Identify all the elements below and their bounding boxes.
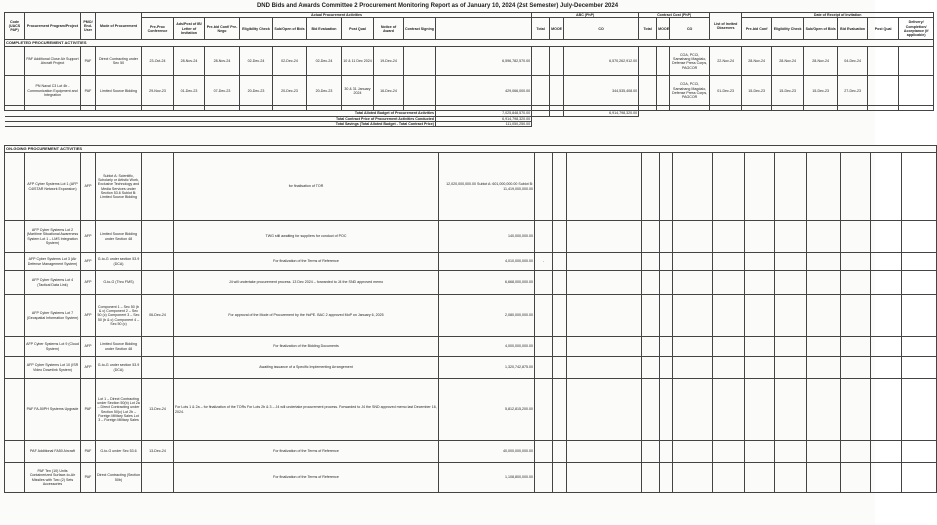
cell-mode: Limited Source Bidding under Section 48 (96, 337, 142, 357)
cell-pmo: AFP (81, 271, 96, 295)
col-contract-signing: Contract Signing (404, 18, 436, 40)
col-contract-cost: Contract Cost (PhP) (639, 13, 710, 18)
cell-preproc (142, 253, 174, 271)
cell-r-bideval: 28-Nov-24 (804, 47, 838, 76)
cell-subopen: 20-Dec-23 (273, 76, 307, 106)
cell-preproc: 13-Dec-24 (142, 379, 174, 441)
cell-postqual: 10 & 11 Dec 2024 (342, 47, 374, 76)
section-ongoing-label: ON-GOING PROCUREMENT ACTIVITIES (5, 146, 937, 153)
cell-program: AFP Cyber Systems Lot 2 (Maritime Situational Awareness System Lot 1 – LMS Integration System) (25, 221, 81, 253)
col-prebid: Pre-bid Conf/ Pre-Nego (205, 18, 240, 40)
cell-pmo: PAF (81, 463, 96, 493)
col-r-postqual: Post Qual (868, 18, 899, 40)
cell-abc-total: 5,812,815,200.00 (439, 379, 535, 441)
col-ads: Ads/Post of IB/ Letter of Invitation (174, 18, 205, 40)
report-title: DND Bids and Awards Committee 2 Procurement Monitoring Report as of January 10, 2024 (2st Semester) July-December 2024 (256, 3, 619, 9)
cell-pmo: PAF (81, 47, 96, 76)
cell-abc-total: 140,000,000.00 (439, 221, 535, 253)
cell-preproc (142, 463, 174, 493)
cell-activity-status: For approval of the Mode of Procurement by the HoPE. BAC 2 approved MoP on January 6, 2025 (174, 295, 439, 337)
cell-program: PAF Additional FA50 Aircraft (25, 441, 81, 463)
cell-mode: Limited Source Bidding (96, 76, 142, 106)
cell-pmo: AFP (81, 295, 96, 337)
total-budget-label: Total Alloted Budget of Procurement Activities (5, 111, 436, 116)
section-completed-label: COMPLETED PROCUREMENT ACTIVITIES (5, 40, 934, 47)
cell-activity-status: J4 will undertake procurement process. 13 Dec 2024 – forwarded to J4 the SND approved memo (174, 271, 439, 295)
cell-mode: Lot 1 – Direct Contracting under Section 50(b) Lot 2a – Direct Contracting under Section 50(c) Lot 2b – Foreign Military Sales Lot 3 – Foreign Military Sales (96, 379, 142, 441)
cell-abc-mooe: - (535, 253, 553, 271)
cell-observers: COA, PCCI, Samahang Magdalo, Defense Press Corps, PAGCOR (670, 47, 710, 76)
cell-abc-mooe (535, 295, 553, 337)
table-row (5, 337, 937, 357)
col-mode: Mode of Procurement (96, 13, 142, 40)
table-row (5, 253, 937, 271)
table-row (5, 379, 937, 441)
cell-cost-mooe (639, 76, 657, 106)
cell-cost-total: 6,570,262,912.00 (564, 47, 639, 76)
cell-activity-status: for finalisation of TOR (174, 153, 439, 221)
col-r-eligibility: Eligibility Check (772, 18, 804, 40)
table-row (5, 357, 937, 379)
cell-preproc: 29-Nov-23 (142, 76, 174, 106)
cell-program: PAF FA-50PH Systems Upgrade (25, 379, 81, 441)
cell-ads: 01-Dec-23 (174, 76, 205, 106)
cell-r-eligibility: 28-Nov-24 (742, 47, 772, 76)
cell-preproc: 13-Dec-24 (142, 441, 174, 463)
cell-r-eligibility: 15-Dec-23 (742, 76, 772, 106)
col-code: Code (UACS PAP) (5, 13, 25, 40)
cell-preproc: 23-Oct-24 (142, 47, 174, 76)
cell-abc-total: 12,020,000,000.00 Sublot A: 601,000,000.00 Sublot B: 11,419,000,000.00 (439, 153, 535, 221)
table-row (5, 271, 937, 295)
cell-activity-status: For finalization of the Terms of Reference (174, 441, 439, 463)
cell-abc-mooe (532, 76, 550, 106)
cell-noa: 19-Dec-24 (374, 47, 404, 76)
cell-ads: 28-Nov-24 (174, 47, 205, 76)
cell-contract-signing (404, 47, 436, 76)
cell-abc-total: 6,668,000,000.00 (439, 271, 535, 295)
cell-mode: G-to-G under Sec 53.6 (96, 441, 142, 463)
cell-mode: G-to-G under section 53.9 (DCA) (96, 253, 142, 271)
total-savings-value: 111,050,250.00 (436, 121, 532, 126)
table-row (5, 295, 937, 337)
cell-eligibility: 20-Dec-23 (240, 76, 273, 106)
table-row (5, 47, 934, 76)
total-budget-cost: 6,914,798,320.00 (564, 111, 639, 116)
table-row (5, 153, 937, 221)
cell-preproc (142, 221, 174, 253)
cell-activity-status: Awaiting issuance of a Specific Implementing Arrangement (174, 357, 439, 379)
col-cost-mooe: MOOE (657, 18, 670, 40)
cell-activity-status: For finalization of the Bidding Documents (174, 337, 439, 357)
cell-abc-total: 4,000,000,000.00 (439, 337, 535, 357)
col-r-subopen: Sub/Open of Bids (804, 18, 838, 40)
cell-abc-mooe (535, 357, 553, 379)
cell-abc-total: 4,010,000,000.00 (439, 253, 535, 271)
col-program: Procurement Program/Project (25, 13, 81, 40)
cell-preproc (142, 357, 174, 379)
cell-r-subopen: 15-Dec-23 (772, 76, 804, 106)
cell-abc-mooe (535, 463, 553, 493)
cell-prebid: 28-Nov-24 (205, 47, 240, 76)
cell-cost-mooe (639, 47, 657, 76)
cell-pmo: AFP (81, 221, 96, 253)
cell-program: AFP Cyber Systems Lot 7 (Geospatial Information System) (25, 295, 81, 337)
cell-program: AFP Cyber Systems Lot 4 (Tactical Data Link) (25, 271, 81, 295)
total-budget-value: 7,025,848,570.00 (436, 111, 532, 116)
cell-program: AFP Cyber Systems Lot 1 (AFP C4ISTAR Network Expansion) (25, 153, 81, 221)
cell-mode: Sublot A: Scientific, Scholarly or Artistic Work, Exclusive Technology and Media Services under Section 53.6 Sublot B: Limited Source Bidding (96, 153, 142, 221)
cell-pmo: AFP (81, 357, 96, 379)
cell-pmo: AFP (81, 337, 96, 357)
cell-abc-total: 6,596,782,570.00 (436, 47, 532, 76)
cell-preproc (142, 337, 174, 357)
total-savings-row (5, 121, 934, 126)
cell-cost-co (657, 76, 670, 106)
cell-r-bideval: 15-Dec-23 (804, 76, 838, 106)
col-abc-total: Total (532, 18, 550, 40)
cell-eligibility: 02-Dec-24 (240, 47, 273, 76)
cell-abc-total: 1,108,800,000.00 (439, 463, 535, 493)
section-completed (5, 40, 934, 47)
cell-activity-status: TWG still awaiting for suppliers for conduct of POC (174, 221, 439, 253)
completed-table (4, 12, 934, 127)
cell-bideval: 02-Dec-24 (307, 47, 342, 76)
ongoing-table (4, 145, 937, 493)
cell-abc-total: 429,066,000.00 (436, 76, 532, 106)
table-row (5, 463, 937, 493)
col-subopen: Sub/Open of Bids (273, 18, 307, 40)
cell-r-prebid: 01-Dec-23 (710, 76, 742, 106)
cell-abc-total: 1,320,742,875.00 (439, 357, 535, 379)
cell-r-prebid: 22-Nov-24 (710, 47, 742, 76)
col-observers: List of Invited Observers (710, 13, 742, 40)
cell-program: PN Naval C3 Lot 4b - Communication Equipment and Integration (25, 76, 81, 106)
cell-abc-total: 40,000,000,000.00 (439, 441, 535, 463)
cell-abc-mooe (535, 153, 553, 221)
cell-pmo: PAF (81, 379, 96, 441)
cell-r-postqual: 04-Dec-24 (838, 47, 868, 76)
cell-activity-status: For finalization of the Terms of Reference (174, 253, 439, 271)
cell-delivery (868, 76, 899, 106)
col-abc-mooe: MOOE (550, 18, 564, 40)
header-row-sub (5, 18, 934, 40)
col-bideval: Bid Evaluation (307, 18, 342, 40)
cell-contract-signing (404, 76, 436, 106)
cell-mode: G-to-G under section 53.9 (DCA) (96, 357, 142, 379)
cell-program: PAF Ten (10) Units Containerized Surface-to-Air Missiles with Two (2) Sets Accessories (25, 463, 81, 493)
cell-abc-mooe (532, 47, 550, 76)
cell-abc-co (550, 76, 564, 106)
cell-cost-total: 344,535,408.00 (564, 76, 639, 106)
cell-program: PAF Additional Close Air Support Aircraft Project (25, 47, 81, 76)
col-postqual: Post Qual (342, 18, 374, 40)
col-pmo: PMO/ End-User (81, 13, 96, 40)
col-r-prebid: Pre-bid Conf (742, 18, 772, 40)
cell-mode: Limited Source Bidding under Section 48 (96, 221, 142, 253)
col-abc: ABC (PhP) (532, 13, 639, 18)
col-eligibility: Eligibility Check (240, 18, 273, 40)
col-spacer (436, 18, 532, 40)
cell-bideval: 20-Dec-23 (307, 76, 342, 106)
cell-noa: 16-Dec-24 (374, 76, 404, 106)
col-receipt-invitation: Date of Receipt of Invitation (742, 13, 934, 18)
cell-program: AFP Cyber Systems Lot 9 (Cloud System) (25, 337, 81, 357)
cell-remarks (899, 47, 934, 76)
cell-abc-mooe (535, 337, 553, 357)
col-noa: Notice of Award (374, 18, 404, 40)
table-row (5, 76, 934, 106)
total-contract-label: Total Contract Price of Procurement Activities Conducted (5, 116, 436, 121)
table-row (5, 441, 937, 463)
cell-mode: Component 1 – Sec 50 (b & c) Component 2 – Sec 50 (c) Component 3 – Sec 50 (b & c) Component 4 – Sec 50 (c) (96, 295, 142, 337)
cell-abc-mooe (535, 271, 553, 295)
section-ongoing (5, 146, 937, 153)
col-cost-total: Total (639, 18, 657, 40)
cell-code (5, 47, 25, 76)
cell-observers: COA, PCCI, Samahang Magdalo, Defense Press Corps, PAGCOR (670, 76, 710, 106)
cell-delivery (868, 47, 899, 76)
cell-abc-total: 2,080,000,000.00 (439, 295, 535, 337)
total-savings-label: Total Savings (Total Alloted Budget - Total Contract Price) (5, 121, 436, 126)
cell-subopen: 02-Dec-24 (273, 47, 307, 76)
col-preproc: Pre-Proc Conference (142, 18, 174, 40)
cell-preproc (142, 271, 174, 295)
cell-abc-mooe (535, 221, 553, 253)
cell-preproc (142, 153, 174, 221)
cell-program: AFP Cyber Systems Lot 10 (ISR Video Downlink System) (25, 357, 81, 379)
cell-pmo: PAF (81, 76, 96, 106)
cell-preproc: 06-Dec-24 (142, 295, 174, 337)
cell-code (5, 76, 25, 106)
cell-r-subopen: 28-Nov-24 (772, 47, 804, 76)
cell-abc-co (550, 47, 564, 76)
cell-pmo: AFP (81, 153, 96, 221)
col-r-bideval: Bid Evaluation (838, 18, 868, 40)
cell-abc-mooe (535, 379, 553, 441)
cell-abc-mooe (535, 441, 553, 463)
cell-mode: G-to-G (Thru FMS) (96, 271, 142, 295)
col-cost-co: CO (670, 18, 710, 40)
cell-cost-co (657, 47, 670, 76)
table-row (5, 221, 937, 253)
cell-activity-status: For finalization of the Terms of Reference (174, 463, 439, 493)
cell-mode: Direct Contracting (Section 50b) (96, 463, 142, 493)
cell-r-postqual: 27-Dec-23 (838, 76, 868, 106)
cell-prebid: 07-Dec-23 (205, 76, 240, 106)
col-actual-activities: Actual Procurement Activities (142, 13, 532, 18)
cell-mode: Direct Contracting under Sec 50 (96, 47, 142, 76)
total-contract-value: 6,914,798,320.00 (436, 116, 532, 121)
cell-program: AFP Cyber Systems Lot 3 (Air Defense Management System) (25, 253, 81, 271)
cell-remarks (899, 76, 934, 106)
cell-pmo: AFP (81, 253, 96, 271)
cell-activity-status: For Lots 1 & 2a – for finalization of the TORs For Lots 2b & 3 – J4 will undertake procurement process. Forwarded to J4 the SND approved memo last December 16, 2024. (174, 379, 439, 441)
cell-postqual: 30 & 31 January 2024 (342, 76, 374, 106)
col-delivery: Delivery/ Completion/ Acceptance (if applicable) (899, 18, 934, 40)
col-abc-co: CO (564, 18, 639, 40)
cell-pmo: PAF (81, 441, 96, 463)
